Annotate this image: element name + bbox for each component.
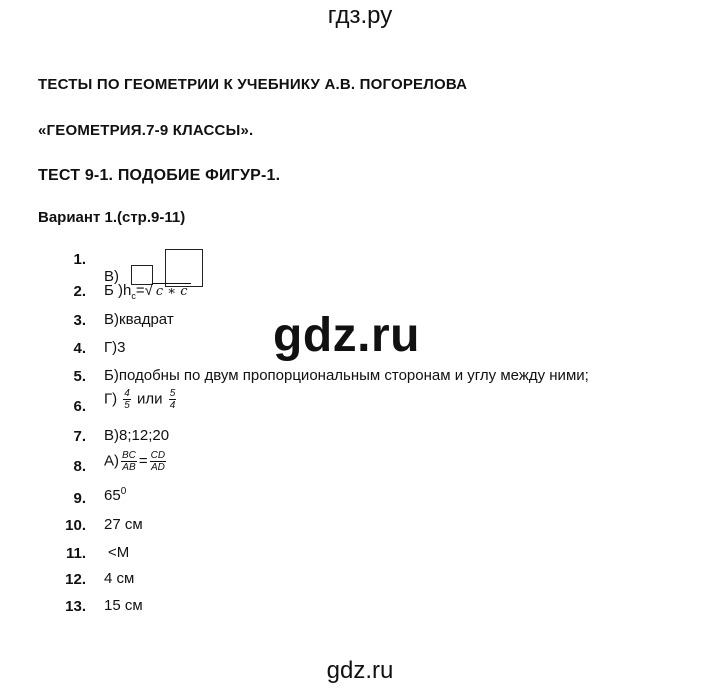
answer-6 — [104, 388, 178, 411]
radicand: c ∗ c — [153, 283, 191, 299]
document-title: ТЕСТЫ ПО ГЕОМЕТРИИ К УЧЕБНИКУ А.В. ПОГОРЕЛОВА — [38, 76, 468, 93]
answer-number: 9. — [73, 490, 86, 507]
answer-number: 6. — [73, 398, 86, 415]
numerator: 4 — [124, 388, 130, 399]
degree-superscript: 0 — [120, 486, 127, 497]
answer-11: <M — [108, 544, 130, 561]
numerator: 5 — [169, 388, 176, 399]
answer-number: 13. — [65, 598, 86, 615]
denominator: 5 — [124, 400, 130, 411]
numerator: CD — [150, 450, 166, 461]
answer-number: 1. — [73, 251, 86, 268]
answer-13: 15 см — [104, 597, 143, 614]
answer-number: 11. — [65, 545, 86, 562]
book-title: «ГЕОМЕТРИЯ.7-9 КЛАССЫ». — [38, 122, 254, 139]
answer-prefix: Г) — [104, 390, 118, 408]
answer-number: 3. — [73, 312, 86, 329]
answer-number: 2. — [73, 283, 86, 300]
answer-12: 4 см — [104, 570, 135, 587]
subscript: c — [131, 291, 136, 301]
fraction — [150, 450, 166, 473]
answer-number: 4. — [73, 340, 86, 357]
fraction — [121, 450, 137, 473]
variant-title: Вариант 1.(стр.9-11) — [38, 209, 186, 226]
answer-number: 5. — [73, 368, 86, 385]
test-title: ТЕСТ 9-1. ПОДОБИЕ ФИГУР-1. — [38, 167, 281, 184]
answer-number: 10. — [65, 517, 86, 534]
answer-7: В)8;12;20 — [104, 427, 170, 444]
answer-4: Г)3 — [104, 339, 126, 356]
site-header-logo: гдз.ру — [327, 2, 393, 29]
or-word: или — [137, 390, 163, 408]
answer-9 — [104, 486, 126, 504]
site-footer-logo: gdz.ru — [326, 657, 394, 684]
answer-5: Б)подобны по двум пропорциональным сторонам и углу между ними; — [104, 367, 589, 384]
answer-2 — [104, 282, 191, 301]
answer-number: 7. — [73, 428, 86, 445]
answer-10: 27 см — [104, 516, 143, 533]
answer-8 — [104, 450, 168, 473]
fraction — [123, 388, 131, 411]
sqrt-icon: √ — [144, 282, 153, 299]
denominator: AB — [122, 462, 136, 473]
fraction — [169, 388, 177, 411]
denominator: 4 — [169, 400, 176, 411]
answer-text: 65 — [104, 487, 121, 504]
answer-text: В) — [104, 268, 119, 285]
equals-sign: = — [138, 452, 148, 470]
answer-number: 8. — [73, 458, 86, 475]
answer-number: 12. — [65, 571, 86, 588]
answer-3: В)квадрат — [104, 311, 174, 328]
answer-text: Б )h — [104, 282, 132, 299]
watermark-text: gdz.ru — [273, 309, 420, 362]
denominator: AD — [150, 462, 165, 473]
answer-prefix: А) — [104, 452, 119, 470]
equals-sign: = — [135, 282, 145, 299]
numerator: BC — [122, 450, 136, 461]
